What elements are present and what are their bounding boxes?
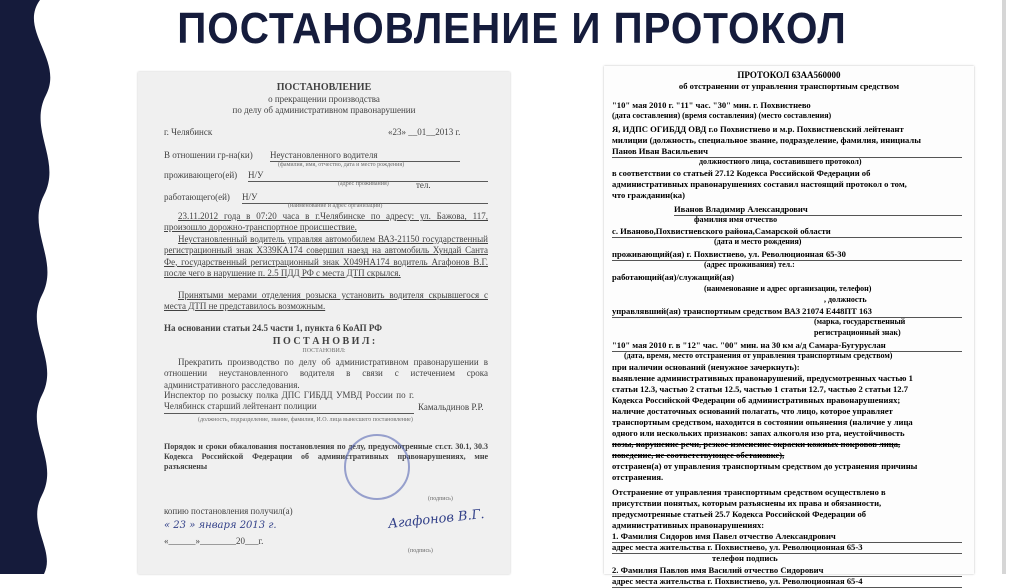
birth-place: с. Иваново,Похвистневского района,Самарской области [612, 226, 962, 238]
doc2-title: ПРОТОКОЛ 63АА560000 [737, 70, 841, 80]
witness-line-2: присутствии понятых, которым разъяснены их права и обязанности, [612, 498, 882, 508]
witness-line-4: административных правонарушениях: [612, 520, 765, 530]
grounds-line-4: наличие достаточных оснований полагать, что лицо, которое управляет [612, 406, 893, 416]
copy-label: копию постановления получил(а) [164, 506, 293, 516]
doc1-subtitle-2: по делу об административном правонарушении [232, 105, 416, 115]
right-border [1002, 0, 1006, 574]
decorative-wave [0, 0, 70, 574]
row2-date-time-place: "10" мая 2010 г. в "12" час. "00" мин. на 30 км а/д Самара-Бугуруслан [612, 340, 962, 352]
birth-hint: (дата и место рождения) [714, 237, 802, 246]
address-hint: (адрес проживания) тел.: [704, 260, 795, 269]
grounds-line-3: Кодекса Российской Федерации об административных правонарушениях; [612, 395, 901, 405]
grounds-line-7: позы, нарушение речи, резкое изменение окраски кожных покровов лица, [612, 439, 901, 449]
law-line-3: что гражданин(ка) [612, 190, 685, 200]
decision-text: Прекратить производство по делу об административном правонарушении в отношении неустановленного водителя в связи с истечением срока административного расследования. [164, 357, 488, 390]
rel-hint: (фамилия, имя, отчество, дата и место рождения) [278, 162, 405, 168]
rel-label: В отношении гр-на(ки) [164, 150, 253, 160]
work-label: работающего(ей) [164, 192, 230, 202]
officer-line-2: милиции (должность, специальное звание, подразделение, фамилия, инициалы [612, 135, 921, 145]
body-paragraph-3: Принятыми мерами отделения розыска установить водителя скрывшегося с места ДТП не представилось возможным. [164, 290, 488, 312]
doc2-subtitle: об отстранении от управления транспортным средством [678, 81, 900, 91]
doc1-date: «23» __01__2013 г. [388, 127, 461, 137]
appeal-text: Порядок и сроки обжалования постановления по делу, предусмотренные ст.ст. 30.1, 30.3 Кодекса Российской Федерации об административных правонарушениях, мне разъяснены [164, 442, 488, 471]
work-hint: (наименование и адрес организации) [288, 203, 383, 209]
inspector-name: Камальдинов Р.Р. [418, 402, 484, 412]
postanovil-heading: П О С Т А Н О В И Л : [272, 336, 376, 347]
postanovil-small: ПОСТАНОВИЛ: [302, 348, 346, 354]
copy-date: « 23 » января 2013 г. [164, 520, 277, 531]
witness-2-name: 2. Фамилия Павлов имя Василий отчество Сидорович [612, 565, 962, 577]
witness-1-phone-sign: телефон подпись [712, 553, 778, 563]
grounds-line-5: транспортным средством, находится в состоянии опьянения (наличие у лица [612, 417, 913, 427]
protokol-document [604, 66, 974, 586]
grounds-line-2: статьи 12.3, частью 2 статьи 12.5, частью 1 статьи 12.7, частью 2 статьи 12.7 [612, 384, 909, 394]
law-line-1: в соответствии со статьей 27.12 Кодекса Российской Федерации об [612, 168, 871, 178]
doc1-city: г. Челябинск [164, 127, 213, 137]
work-line: работающий(ая)/служащий(ая) [612, 272, 735, 282]
grounds-line-9: отстранен(а) от управления транспортным средством до устранения причины [612, 461, 918, 471]
vehicle-hint-2: регистрационный знак) [814, 328, 901, 337]
grounds-line-8: поведение, не соответствующее обстановке), [612, 450, 785, 460]
offender-fio-hint: фамилия имя отчество [694, 215, 778, 224]
row2-hint: (дата, время, место отстранения от управления транспортным средством) [624, 351, 893, 360]
inspector-hint: (должность, подразделение, звание, фамилия, И.О. лица вынесшего постановление) [198, 417, 413, 423]
row1-date-time-place: "10" мая 2010 г. "11" час. "30" мин. г. Похвистнево [612, 100, 811, 110]
tel-label: тел. [416, 180, 431, 190]
inspector-text: Инспектор по розыску полка ДПС ГИБДД УМВД России по г. Челябинск старший лейтенант полиции [164, 390, 414, 414]
basis-line: На основании статьи 24.5 части 1, пункта 6 КоАП РФ [164, 323, 382, 333]
doc1-subtitle-1: о прекращении производства [268, 94, 380, 104]
signature-hint-1: (подпись) [428, 496, 453, 502]
postanovlenie-document [138, 72, 510, 574]
copy-blank: «______»________20___г. [164, 536, 264, 546]
live-hint: (адрес проживания) [338, 181, 389, 187]
live-label: проживающего(ей) [164, 170, 238, 180]
slide-title: ПОСТАНОВЛЕНИЕ И ПРОТОКОЛ [177, 4, 847, 53]
grounds-line-10: отстранения. [612, 472, 664, 482]
doc1-title: ПОСТАНОВЛЕНИЕ [276, 82, 372, 93]
work-value: Н/У [242, 192, 488, 204]
live-value: Н/У [248, 170, 488, 182]
signature-hint-2: (подпись) [408, 548, 433, 554]
grounds-heading: при наличии оснований (ненужное зачеркнуть): [612, 362, 800, 372]
offender-fio: Иванов Владимир Александрович [674, 204, 962, 216]
work-hint-1: (наименование и адрес организации, телефон) [704, 284, 872, 293]
witness-line-3: предусмотренные статьей 25.7 Кодекса Российской Федерации об [612, 509, 867, 519]
witness-1-address: адрес места жительства г. Похвистнево, ул. Революционная 65-3 [612, 542, 962, 554]
grounds-line-6: одного или нескольких признаков: запах алкоголя изо рта, неустойчивость [612, 428, 905, 438]
vehicle-hint-1: (марка, государственный [814, 317, 906, 326]
handwritten-signature: Агафонов В.Г. [387, 506, 486, 533]
body-paragraph-2: Неустановленный водитель управляя автомобилем ВАЗ-21150 государственный регистрационный знак Х339КА174 совершил наезд на автомобиль Хундай Санта Фе, государственный регистрационный знак Х049НА174 водитель Агафонов В.Г. после чего в нарушение п. 2.5 ПДД РФ с места ДТП скрылся. [164, 234, 488, 278]
officer-name: Панов Иван Васильевич [612, 146, 962, 158]
address-line: проживающий(ая) г. Похвистнево, ул. Революционная 65-30 [612, 249, 962, 261]
law-line-2: административных правонарушениях составил настоящий протокол о том, [612, 179, 907, 189]
official-stamp [344, 434, 410, 500]
row1-hint: (дата составления) (время составления) (место составления) [612, 111, 832, 120]
rel-value: Неустановленного водителя [270, 150, 460, 162]
vehicle-line: управлявший(ая) транспортным средством ВАЗ 21074 Е448ПТ 163 [612, 306, 962, 318]
witness-2-address: адрес места жительства г. Похвистнево, ул. Революционная 65-4 [612, 576, 962, 588]
witness-line-1: Отстранение от управления транспортным средством осуществлено в [612, 487, 886, 497]
witness-1-name: 1. Фамилия Сидоров имя Павел отчество Александрович [612, 531, 962, 543]
grounds-line-1: выявление административных правонарушений, предусмотренных частью 1 [612, 373, 913, 383]
officer-line-1: Я, ИДПС ОГИБДД ОВД г.о Похвистнево и м.р. Похвистневский лейтенант [612, 124, 904, 134]
work-hint-2: , должность [824, 295, 867, 304]
officer-hint: должностного лица, составившего протокол) [699, 157, 862, 166]
body-paragraph-1: 23.11.2012 года в 07:20 часа в г.Челябинске по адресу: ул. Бажова, 117, произошло дорожно-транспортное происшествие. [164, 211, 488, 233]
